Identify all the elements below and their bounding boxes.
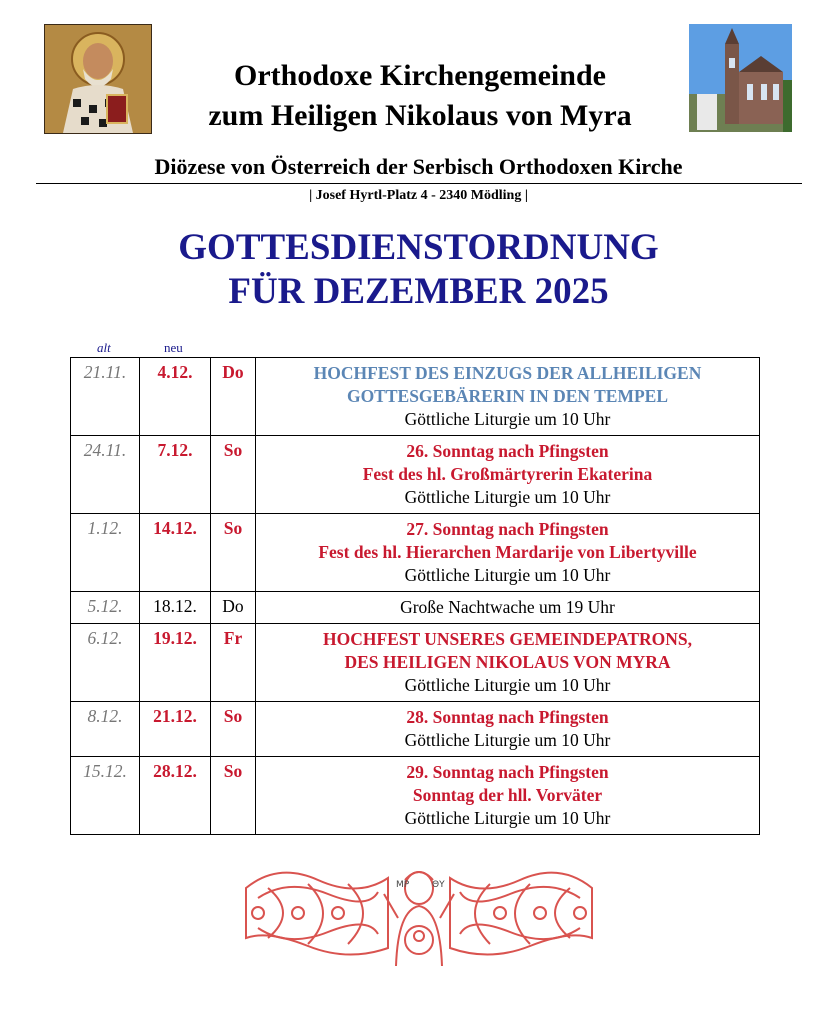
weekday: Fr (211, 624, 256, 702)
new-calendar-date: 21.12. (140, 702, 211, 757)
feast-title: Fest des hl. Hierarchen Mardarije von Libertyville (318, 542, 697, 562)
service-time: Große Nachtwache um 19 Uhr (400, 597, 615, 617)
byzantine-ornament (238, 858, 600, 968)
feast-title: Fest des hl. Großmärtyrerin Ekaterina (362, 464, 653, 484)
service-description (256, 624, 760, 702)
new-calendar-date: 7.12. (140, 436, 211, 514)
feast-title: DES HEILIGEN NIKOLAUS VON MYRA (344, 652, 671, 672)
feast-title: 29. Sonntag nach Pfingsten (406, 762, 609, 782)
service-time: Göttliche Liturgie um 10 Uhr (404, 487, 611, 507)
old-calendar-date: 8.12. (71, 702, 140, 757)
old-calendar-date: 6.12. (71, 624, 140, 702)
schedule-heading (0, 226, 837, 314)
service-description (256, 757, 760, 835)
church-photo (689, 24, 792, 132)
new-calendar-date: 28.12. (140, 757, 211, 835)
service-description (256, 702, 760, 757)
table-row (71, 757, 760, 835)
parish-title (150, 56, 690, 136)
feast-title: 27. Sonntag nach Pfingsten (406, 519, 609, 539)
table-row (71, 624, 760, 702)
service-time: Göttliche Liturgie um 10 Uhr (404, 730, 611, 750)
table-row (71, 436, 760, 514)
feast-title: 26. Sonntag nach Pfingsten (406, 441, 609, 461)
saint-nicholas-icon (44, 24, 152, 134)
weekday: So (211, 702, 256, 757)
service-description (256, 592, 760, 624)
service-time: Göttliche Liturgie um 10 Uhr (404, 565, 611, 585)
new-calendar-date: 4.12. (140, 358, 211, 436)
weekday: Do (211, 358, 256, 436)
service-time: Göttliche Liturgie um 10 Uhr (404, 409, 611, 429)
old-calendar-date: 21.11. (71, 358, 140, 436)
monogram-of-god: ΘΥ (432, 880, 445, 890)
service-description (256, 514, 760, 592)
new-calendar-date: 19.12. (140, 624, 211, 702)
table-row (71, 702, 760, 757)
feast-title: HOCHFEST UNSERES GEMEINDEPATRONS, (322, 629, 693, 649)
old-calendar-date: 5.12. (71, 592, 140, 624)
diocese-subtitle: Diözese von Österreich der Serbisch Orthodoxen Kirche (154, 154, 683, 179)
column-label-neu: neu (164, 340, 183, 355)
address-line: | Josef Hyrtl-Platz 4 - 2340 Mödling | (309, 188, 528, 203)
schedule-heading-line1: GOTTESDIENSTORDNUNG (178, 227, 659, 268)
parish-title-line1: Orthodoxe Kirchengemeinde (234, 59, 606, 92)
feast-title: GOTTESGEBÄRERIN IN DEN TEMPEL (346, 386, 669, 406)
weekday: So (211, 514, 256, 592)
weekday: So (211, 436, 256, 514)
service-description (256, 436, 760, 514)
header-divider (36, 183, 802, 184)
feast-title: Sonntag der hll. Vorväter (412, 785, 603, 805)
feast-title: HOCHFEST DES EINZUGS DER ALLHEILIGEN (313, 363, 702, 383)
parish-title-line2: zum Heiligen Nikolaus von Myra (208, 99, 632, 132)
monogram-mother-of-god: ΜΡ (396, 880, 410, 890)
column-label-alt: alt (97, 340, 111, 355)
weekday: Do (211, 592, 256, 624)
weekday: So (211, 757, 256, 835)
new-calendar-date: 14.12. (140, 514, 211, 592)
old-calendar-date: 15.12. (71, 757, 140, 835)
table-row (71, 514, 760, 592)
service-schedule-table (70, 357, 760, 835)
service-time: Göttliche Liturgie um 10 Uhr (404, 675, 611, 695)
schedule-heading-line2: FÜR DEZEMBER 2025 (228, 271, 609, 312)
service-description (256, 358, 760, 436)
service-time: Göttliche Liturgie um 10 Uhr (404, 808, 611, 828)
feast-title: 28. Sonntag nach Pfingsten (406, 707, 609, 727)
table-row (71, 358, 760, 436)
old-calendar-date: 1.12. (71, 514, 140, 592)
new-calendar-date: 18.12. (140, 592, 211, 624)
table-row (71, 592, 760, 624)
old-calendar-date: 24.11. (71, 436, 140, 514)
